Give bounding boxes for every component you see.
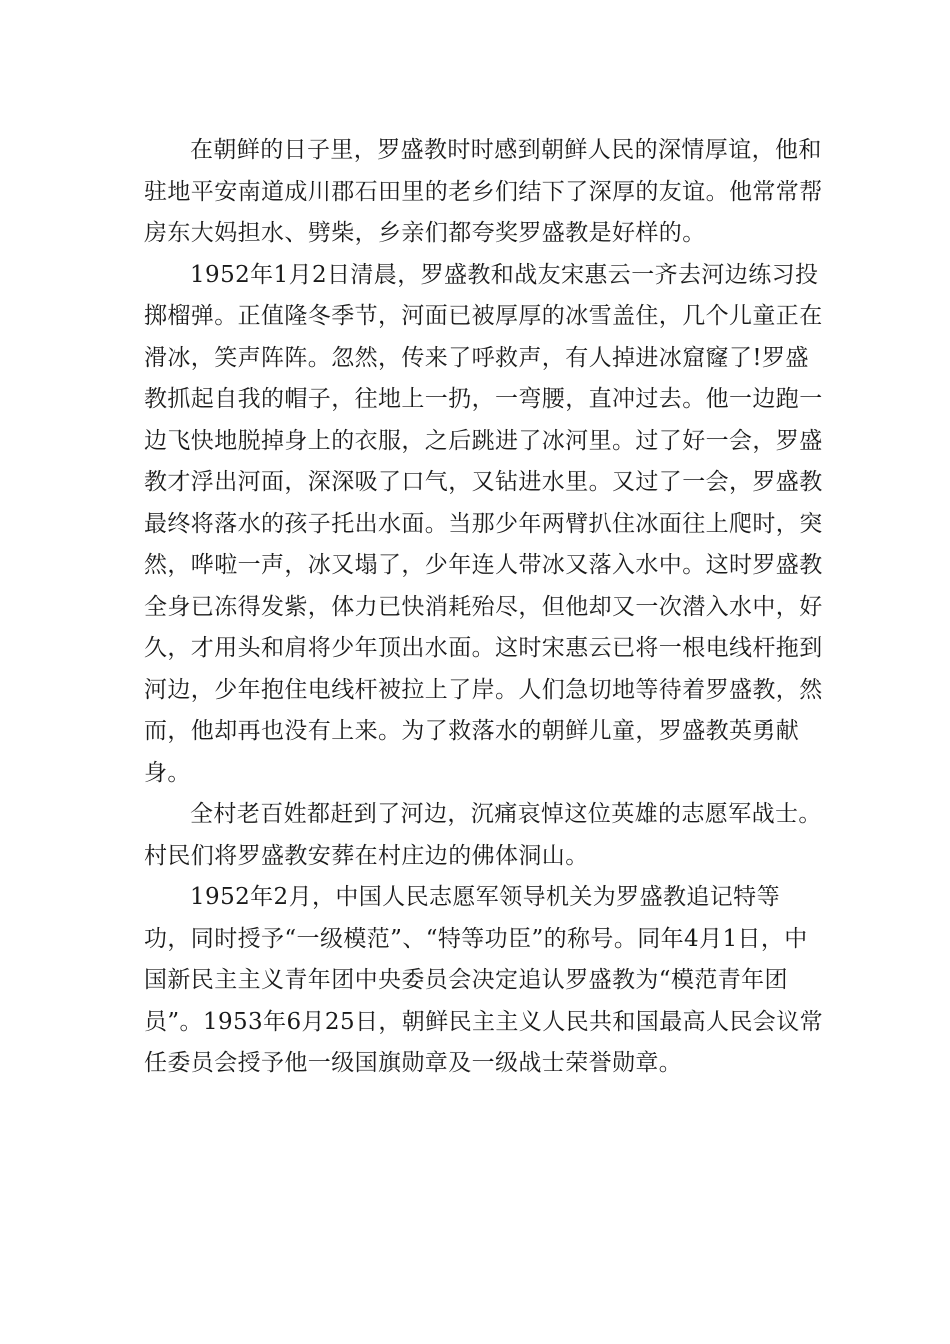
paragraph-2: 1952年1月2日清晨，罗盛教和战友宋惠云一齐去河边练习投掷榴弹。正值隆冬季节，河面已被厚厚的冰雪盖住，几个儿童正在滑冰，笑声阵阵。忽然，传来了呼救声，有人掉进冰窟窿了!罗盛教抓起自我的帽子，往地上一扔，一弯腰，直冲过去。他一边跑一边飞快地脱掉身上的衣服，之后跳进了冰河里。过了好一会，罗盛教才浮出河面，深深吸了口气，又钻进水里。又过了一会，罗盛教最终将落水的孩子托出水面。当那少年两臂扒住冰面往上爬时，突然，哗啦一声，冰又塌了，少年连人带冰又落入水中。这时罗盛教全身已冻得发紫，体力已快消耗殆尽，但他却又一次潜入水中，好久，才用头和肩将少年顶出水面。这时宋惠云已将一根电线杆拖到河边，少年抱住电线杆被拉上了岸。人们急切地等待着罗盛教，然而，他却再也没有上来。为了救落水的朝鲜儿童，罗盛教英勇献身。 [144,261,823,786]
paragraph-4: 1952年2月，中国人民志愿军领导机关为罗盛教追记特等功，同时授予“一级模范”、“特等功臣”的称号。同年4月1日，中国新民主主义青年团中央委员会决定追认罗盛教为“模范青年团员”。1953年6月25日，朝鲜民主主义人民共和国最高人民会议常任委员会授予他一级国旗勋章及一级战士荣誉勋章。 [144,884,823,1076]
paragraph-1: 在朝鲜的日子里，罗盛教时时感到朝鲜人民的深情厚谊，他和驻地平安南道成川郡石田里的老乡们结下了深厚的友谊。他常常帮房东大妈担水、劈柴，乡亲们都夸奖罗盛教是好样的。 [144,137,823,246]
document-body [144,130,824,1085]
paragraph-3: 全村老百姓都赶到了河边，沉痛哀悼这位英雄的志愿军战士。村民们将罗盛教安葬在村庄边的佛体洞山。 [144,801,822,869]
